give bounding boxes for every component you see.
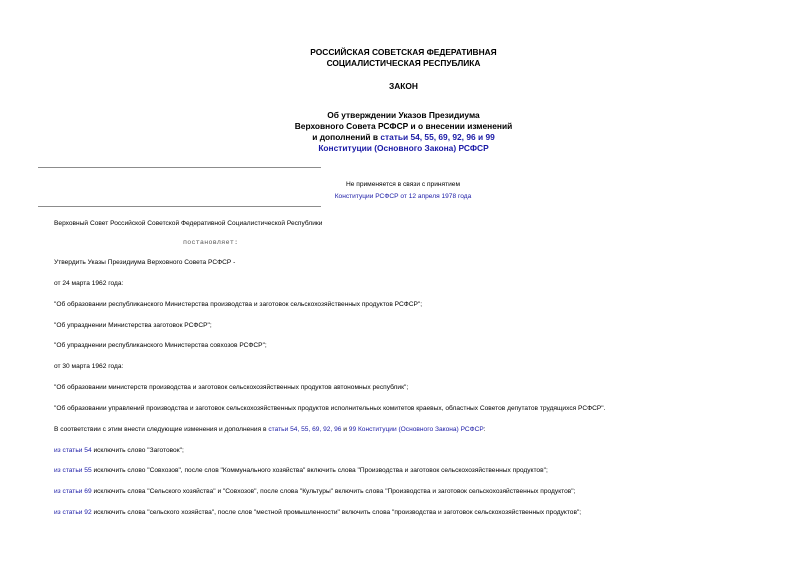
paragraph-decree-1: "Об образовании республиканского Министерства производства и заготовок сельскохозяйственных продуктов РСФСР"; <box>54 301 423 308</box>
article-54-text: исключить слово "Заготовок"; <box>91 447 184 454</box>
article-69-text: исключить слова "Сельского хозяйства" и "Совхозов", после слова "Культуры" включить слова "Производства и заготовок сельскохозяйственных продуктов"; <box>91 488 576 495</box>
paragraph-date-1: от 24 марта 1962 года: <box>54 280 124 287</box>
title-line-3-prefix: и дополнений в <box>312 132 381 142</box>
document-header <box>0 47 807 69</box>
constitution-1978-link[interactable]: Конституции РСФСР от 12 апреля 1978 года <box>334 193 472 200</box>
paragraph-article-54 <box>54 446 184 455</box>
constitution-article-99-link[interactable]: 99 Конституции (Основного Закона) РСФСР <box>348 426 484 433</box>
article-55-text: исключить слово "Совхозов", после слов "Коммунального хозяйства" включить слова "Производства и заготовок сельскохозяйственных продуктов"; <box>91 467 548 474</box>
paragraph-decree-3: "Об упразднении республиканского Министерства совхозов РСФСР"; <box>54 342 267 349</box>
document-title <box>0 110 807 154</box>
status-note-text: Не применяется в связи с принятием <box>345 181 461 188</box>
article-69-link[interactable]: из статьи 69 <box>54 488 92 495</box>
paragraph-approve: Утвердить Указы Президиума Верховного Совета РСФСР - <box>54 259 236 266</box>
paragraph-decree-4: "Об образовании министерств производства и заготовок сельскохозяйственных продуктов автономных республик"; <box>54 384 409 391</box>
articles-link[interactable]: статьи 54, 55, 69, 92, 96 <box>268 426 342 433</box>
paragraph-article-55 <box>54 466 548 475</box>
divider-bottom <box>38 206 321 207</box>
status-note <box>200 179 606 203</box>
document-type: ЗАКОН <box>389 81 418 91</box>
article-92-link[interactable]: из статьи 92 <box>54 509 92 516</box>
paragraph-article-69 <box>54 487 575 496</box>
accordance-suffix: : <box>483 426 486 433</box>
paragraph-date-2: от 30 марта 1962 года: <box>54 363 124 370</box>
paragraph-council: Верховный Совет Российской Советской Федеративной Социалистической Республики <box>54 220 323 227</box>
title-line-3 <box>0 132 807 143</box>
article-92-text: исключить слова "сельского хозяйства", после слов "местной промышленности" включить слова "производства и заготовок сельскохозяйственных продуктов"; <box>91 509 582 516</box>
accordance-prefix: В соответствии с этим внести следующие изменения и дополнения в <box>54 426 269 433</box>
paragraph-decree-2: "Об упразднении Министерства заготовок РСФСР"; <box>54 322 212 329</box>
title-constitution-link[interactable]: Конституции (Основного Закона) РСФСР <box>318 143 489 153</box>
header-line-1: РОССИЙСКАЯ СОВЕТСКАЯ ФЕДЕРАТИВНАЯ <box>310 47 497 57</box>
paragraph-accordance <box>54 425 486 434</box>
paragraph-decrees: постановляет: <box>183 239 239 246</box>
accordance-mid: и <box>341 426 349 433</box>
article-55-link[interactable]: из статьи 55 <box>54 467 92 474</box>
title-articles-link[interactable]: статьи 54, 55, 69, 92, 96 и 99 <box>380 132 495 142</box>
paragraph-decree-5: "Об образовании управлений производства и заготовок сельскохозяйственных продуктов исполнительных комитетов краевых, областных Советов депутатов трудящихся РСФСР". <box>54 405 606 412</box>
article-54-link[interactable]: из статьи 54 <box>54 447 92 454</box>
title-line-2: Верховного Совета РСФСР и о внесении изменений <box>294 121 513 131</box>
divider-top <box>38 167 321 168</box>
paragraph-article-92 <box>54 508 581 517</box>
title-line-4 <box>0 143 807 154</box>
header-line-2: СОЦИАЛИСТИЧЕСКАЯ РЕСПУБЛИКА <box>326 58 481 68</box>
title-line-1: Об утверждении Указов Президиума <box>327 110 480 120</box>
